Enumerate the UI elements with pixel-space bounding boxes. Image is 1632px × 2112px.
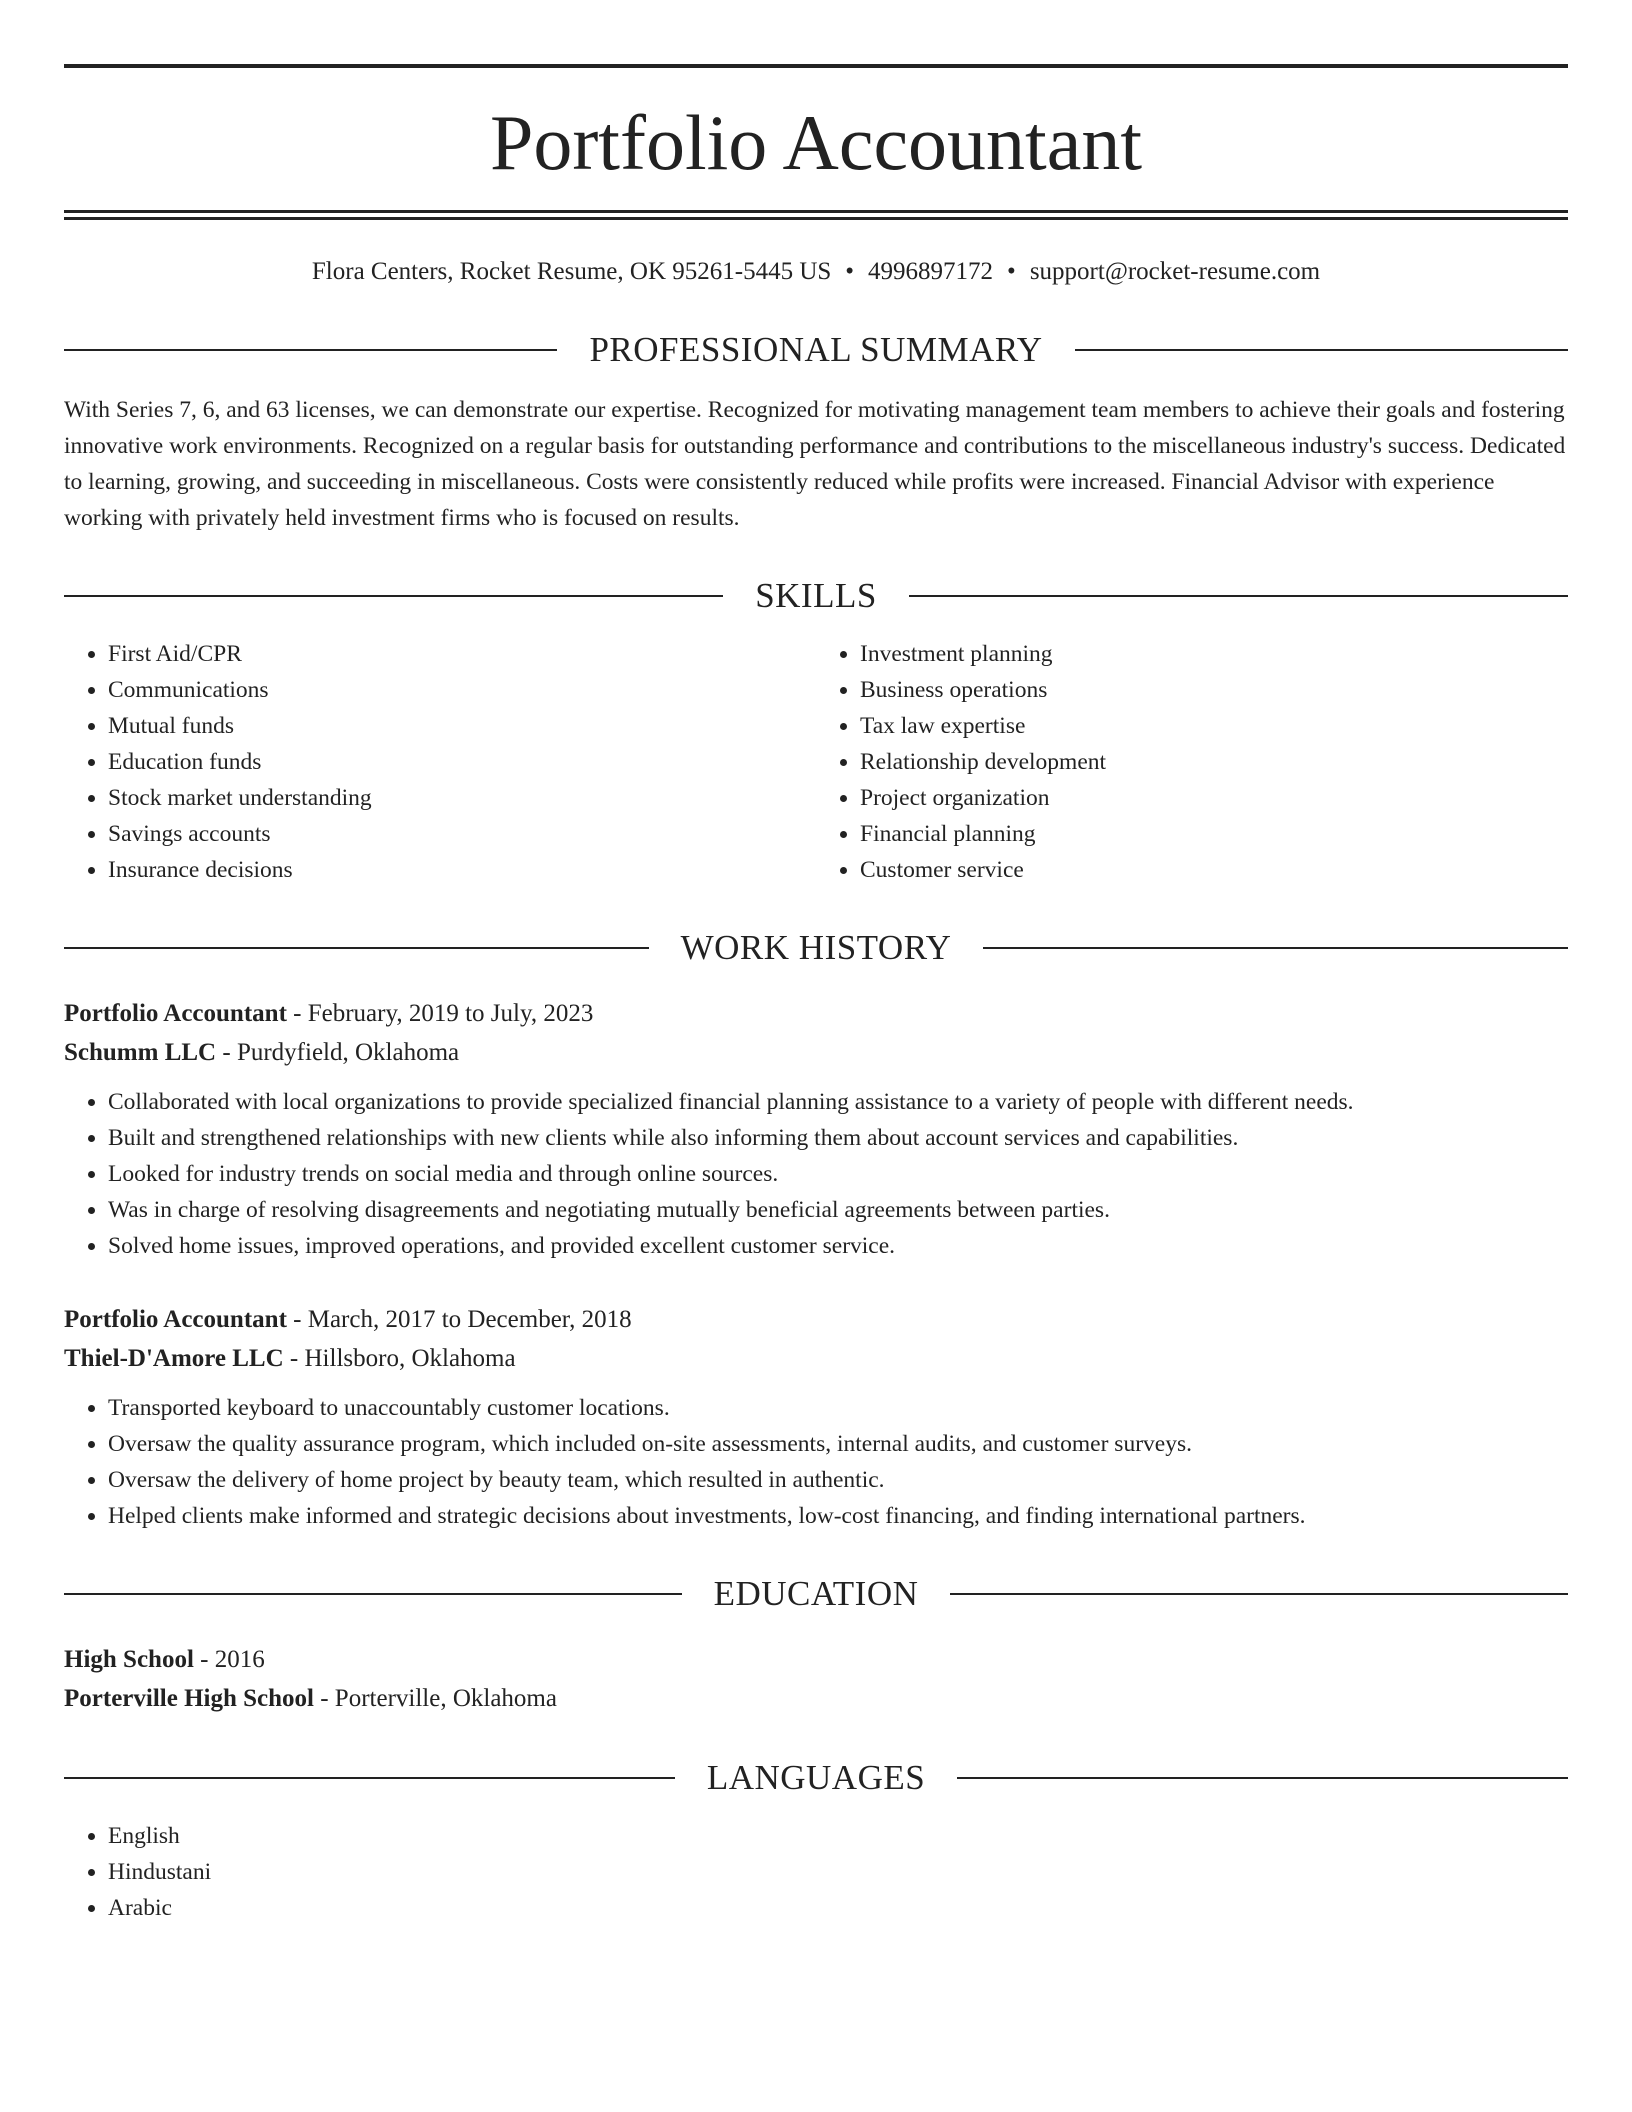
job-duties	[64, 1390, 1568, 1534]
resume-title: Portfolio Accountant	[489, 99, 1143, 186]
heading-rule	[909, 595, 1568, 597]
job-dates: - March, 2017 to December, 2018	[286, 1306, 632, 1333]
education-school: Porterville High School	[64, 1685, 314, 1712]
job-duty: • Collaborated with local organizations to provide specialized financial planning assistance to a variety of people with different needs.	[108, 1084, 1568, 1120]
job-title-line	[64, 1300, 1568, 1339]
section-heading-summary	[64, 330, 1568, 370]
heading-rule	[64, 595, 723, 597]
section-heading-skills	[64, 576, 1568, 616]
skill-item: • Tax law expertise	[860, 708, 1568, 744]
job-duty: • Was in charge of resolving disagreements and negotiating mutually beneficial agreements between parties.	[108, 1192, 1568, 1228]
job-duty: • Looked for industry trends on social media and through online sources.	[108, 1156, 1568, 1192]
heading-rule	[64, 349, 557, 351]
section-title: PROFESSIONAL SUMMARY	[589, 330, 1043, 369]
job-company: Thiel-D'Amore LLC	[64, 1345, 284, 1372]
job-duty: • Solved home issues, improved operations, and provided excellent customer service.	[108, 1228, 1568, 1264]
skill-item: • Mutual funds	[108, 708, 816, 744]
job-entry	[64, 994, 1568, 1264]
contact-phone: 4996897172	[868, 258, 994, 285]
job-duty: • Oversaw the quality assurance program, which included on-site assessments, internal audits, and customer surveys.	[108, 1426, 1568, 1462]
section-title: SKILLS	[755, 576, 877, 615]
section-title: WORK HISTORY	[680, 928, 952, 967]
language-item: • Hindustani	[108, 1854, 1568, 1890]
skills-list-right	[816, 636, 1568, 888]
skill-item: • Financial planning	[860, 816, 1568, 852]
skill-item: • Insurance decisions	[108, 852, 816, 888]
job-title-line	[64, 994, 1568, 1033]
title-double-rule	[64, 210, 1568, 220]
section-title: LANGUAGES	[706, 1758, 926, 1797]
contact-address: Flora Centers, Rocket Resume, OK 95261-5445 US	[311, 258, 832, 285]
education-entry	[64, 1640, 1568, 1718]
education-school-line	[64, 1679, 1568, 1718]
skill-item: • Savings accounts	[108, 816, 816, 852]
skill-item: • Project organization	[860, 780, 1568, 816]
job-duty: • Transported keyboard to unaccountably customer locations.	[108, 1390, 1568, 1426]
job-title: Portfolio Accountant	[64, 1000, 287, 1027]
skill-item: • Stock market understanding	[108, 780, 816, 816]
section-title: EDUCATION	[713, 1574, 919, 1613]
heading-rule	[950, 1593, 1568, 1595]
education-year: - 2016	[193, 1646, 265, 1673]
skill-item: • Customer service	[860, 852, 1568, 888]
section-heading-languages	[64, 1758, 1568, 1798]
job-company-line	[64, 1339, 1568, 1378]
job-location: - Hillsboro, Oklahoma	[283, 1345, 516, 1372]
heading-rule	[64, 947, 649, 949]
heading-rule	[64, 1777, 675, 1779]
skill-item: • First Aid/CPR	[108, 636, 816, 672]
job-dates: - February, 2019 to July, 2023	[286, 1000, 594, 1027]
job-entry	[64, 1300, 1568, 1534]
bullet-separator: •	[845, 258, 855, 285]
bullet-separator: •	[1007, 258, 1016, 285]
languages-list	[64, 1818, 1568, 1926]
skills-list-left	[64, 636, 816, 888]
skills-column-right	[816, 636, 1568, 888]
skill-item: • Education funds	[108, 744, 816, 780]
education-degree: High School	[64, 1646, 194, 1673]
heading-rule	[1075, 349, 1568, 351]
contact-email: support@rocket-resume.com	[1029, 258, 1321, 285]
skills-column-left	[64, 636, 816, 888]
job-company: Schumm LLC	[64, 1039, 217, 1066]
heading-rule	[983, 947, 1568, 949]
heading-rule	[957, 1777, 1568, 1779]
skills-grid	[64, 636, 1568, 888]
heading-rule	[64, 1593, 682, 1595]
job-duty: • Helped clients make informed and strategic decisions about investments, low-cost financing, and finding international partners.	[108, 1498, 1568, 1534]
section-heading-education	[64, 1574, 1568, 1614]
skill-item: • Relationship development	[860, 744, 1568, 780]
education-degree-line	[64, 1640, 1568, 1679]
job-company-line	[64, 1033, 1568, 1072]
section-heading-work	[64, 928, 1568, 968]
language-item: • English	[108, 1818, 1568, 1854]
education-location: - Porterville, Oklahoma	[313, 1685, 557, 1712]
skill-item: • Business operations	[860, 672, 1568, 708]
language-item: • Arabic	[108, 1890, 1568, 1926]
summary-text: With Series 7, 6, and 63 licenses, we can demonstrate our expertise. Recognized for motivating management team members to achieve their goals and fostering innovative work environments. Recognized on a regular basis for outstanding performance and contributions to the miscellaneous industry's success. Dedicated to learning, growing, and succeeding in miscellaneous. Costs were consistently reduced while profits were increased. Financial Advisor with experience working with privately held investment firms who is focused on results.	[64, 397, 1566, 531]
top-rule	[64, 64, 1568, 68]
job-duty: • Built and strengthened relationships with new clients while also informing them about account services and capabilities.	[108, 1120, 1568, 1156]
contact-line	[64, 254, 1568, 290]
skill-item: • Investment planning	[860, 636, 1568, 672]
job-location: - Purdyfield, Oklahoma	[216, 1039, 460, 1066]
skill-item: • Communications	[108, 672, 816, 708]
job-title: Portfolio Accountant	[64, 1306, 287, 1333]
job-duty: • Oversaw the delivery of home project by beauty team, which resulted in authentic.	[108, 1462, 1568, 1498]
job-duties	[64, 1084, 1568, 1264]
languages-block	[64, 1818, 1568, 1926]
